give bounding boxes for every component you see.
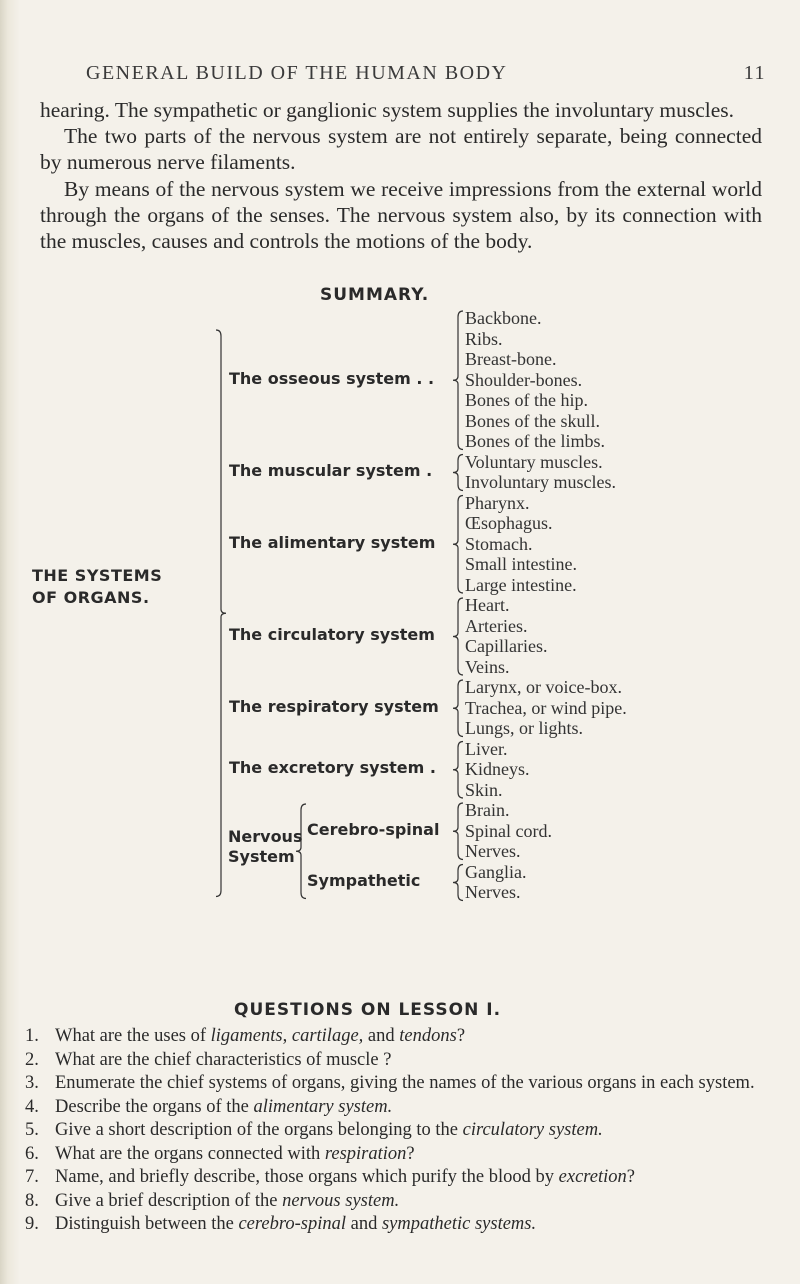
- system-label: The alimentary system: [229, 532, 436, 552]
- question-item: [25, 1190, 765, 1214]
- question-fragment: Describe the organs of the: [55, 1096, 254, 1117]
- nervous-system-label: System: [228, 847, 295, 867]
- question-item: [25, 1166, 765, 1190]
- bracket: [453, 803, 463, 860]
- question-fragment: Enumerate the chief systems of organs, giving the names of the various organs in each system.: [55, 1073, 755, 1093]
- question-emphasis: respiration: [324, 1143, 407, 1164]
- organ-item: Heart.: [465, 595, 510, 615]
- organ-item: Voluntary muscles.: [465, 451, 603, 472]
- question-item: [25, 1025, 765, 1049]
- bracket: [296, 804, 306, 899]
- question-item: [25, 1072, 765, 1096]
- question-number: 5.: [25, 1120, 39, 1140]
- question-text: [55, 1166, 765, 1190]
- organ-item: Veins.: [465, 656, 510, 677]
- systems-group-label-line: OF ORGANS.: [32, 588, 150, 607]
- organ-item: Bones of the hip.: [465, 390, 588, 410]
- question-number: 7.: [25, 1167, 39, 1187]
- organ-item: Bones of the skull.: [465, 410, 600, 431]
- subsystem-label: Sympathetic: [307, 871, 421, 890]
- question-fragment: Give a brief description of the: [55, 1190, 283, 1211]
- question-item: [25, 1213, 765, 1237]
- question-fragment: ?: [626, 1167, 636, 1187]
- question-text: [55, 1213, 765, 1237]
- question-number: 8.: [25, 1190, 39, 1211]
- question-number: 1.: [25, 1026, 39, 1046]
- question-emphasis: nervous system.: [282, 1190, 400, 1211]
- systems-group-label-line: THE SYSTEMS: [32, 566, 163, 585]
- question-emphasis: circulatory system.: [462, 1120, 603, 1140]
- organ-item: Breast-bone.: [465, 349, 557, 369]
- question-emphasis: cerebro-spinal: [238, 1214, 346, 1234]
- bracket: [453, 496, 463, 594]
- organ-item: Skin.: [465, 779, 503, 800]
- question-number: 9.: [25, 1214, 39, 1234]
- paragraph: The two parts of the nervous system are not entirely separate, being connected by numerous nerve filaments.: [40, 124, 762, 175]
- organ-item: Bones of the limbs.: [465, 431, 605, 451]
- bracket: [453, 742, 463, 799]
- question-item: [25, 1049, 765, 1073]
- question-item: [25, 1143, 765, 1167]
- questions-heading: QUESTIONS ON LESSON I.: [234, 1000, 502, 1020]
- organ-item: Nerves.: [465, 841, 521, 861]
- question-text: [55, 1119, 765, 1143]
- question-emphasis: ligaments: [210, 1026, 283, 1046]
- organ-item: Larynx, or voice-box.: [465, 677, 622, 697]
- organ-item: Arteries.: [465, 615, 528, 636]
- bracket: [216, 330, 226, 897]
- organ-item: Nerves.: [465, 882, 521, 902]
- organ-item: Involuntary muscles.: [465, 472, 616, 492]
- question-item: [25, 1119, 765, 1143]
- bracket: [453, 680, 463, 737]
- question-fragment: Distinguish between the: [55, 1214, 239, 1234]
- question-number: 3.: [25, 1073, 39, 1093]
- subsystem-label: Cerebro-spinal: [307, 819, 440, 839]
- organ-item: Pharynx.: [465, 492, 530, 513]
- system-label: The excretory system .: [229, 758, 436, 778]
- question-text: [55, 1072, 765, 1096]
- question-text: [55, 1143, 765, 1167]
- organ-item: Œsophagus.: [465, 513, 553, 533]
- question-number: 2.: [25, 1049, 39, 1070]
- question-text: [55, 1049, 765, 1073]
- organ-item: Small intestine.: [465, 554, 577, 574]
- summary-heading: SUMMARY.: [320, 285, 430, 305]
- question-text: [55, 1190, 765, 1214]
- question-fragment: Name, and briefly describe, those organs which purify the blood by: [55, 1167, 559, 1187]
- organ-item: Kidneys.: [465, 759, 530, 779]
- question-fragment: Give a short description of the organs belonging to the: [55, 1120, 463, 1140]
- question-fragment: What are the organs connected with: [55, 1143, 325, 1164]
- bracket: [453, 865, 463, 901]
- organ-item: Liver.: [465, 738, 508, 759]
- organ-item: Capillaries.: [465, 636, 548, 656]
- question-item: [25, 1096, 765, 1120]
- bracket: [453, 311, 463, 450]
- organ-item: Stomach.: [465, 533, 533, 554]
- organ-item: Large intestine.: [465, 574, 577, 595]
- question-emphasis: cartilage,: [291, 1026, 364, 1046]
- organ-item: Trachea, or wind pipe.: [465, 697, 627, 718]
- system-label: The muscular system .: [229, 461, 433, 480]
- system-label: The circulatory system: [229, 625, 435, 644]
- question-fragment: What are the chief characteristics of muscle ?: [55, 1049, 392, 1070]
- question-emphasis: tendons: [399, 1026, 457, 1046]
- question-fragment: and: [346, 1214, 382, 1234]
- question-fragment: What are the uses of: [55, 1026, 211, 1046]
- organ-item: Lungs, or lights.: [465, 718, 584, 738]
- organ-item: Ribs.: [465, 328, 503, 349]
- bracket: [453, 455, 463, 491]
- paragraph: By means of the nervous system we receive impressions from the external world through the organs of the senses. The nervous system also, by its connection with the muscles, causes and controls the motions of the body.: [40, 176, 762, 254]
- question-emphasis: alimentary system.: [253, 1096, 393, 1117]
- running-head-title: GENERAL BUILD OF THE HUMAN BODY: [86, 62, 508, 84]
- question-fragment: ?: [456, 1026, 466, 1046]
- question-text: [55, 1025, 765, 1049]
- question-number: 6.: [25, 1143, 39, 1164]
- question-text: [55, 1096, 765, 1120]
- organ-item: Ganglia.: [465, 861, 527, 882]
- question-fragment: and: [363, 1026, 400, 1046]
- bracket: [453, 598, 463, 675]
- organ-item: Brain.: [465, 800, 510, 820]
- page-number: 11: [743, 62, 766, 84]
- question-emphasis: sympathetic systems.: [381, 1214, 537, 1234]
- organ-item: Spinal cord.: [465, 820, 552, 841]
- question-number: 4.: [25, 1096, 39, 1117]
- nervous-system-label: Nervous: [228, 826, 303, 846]
- question-fragment: ,: [282, 1026, 292, 1046]
- paragraph: hearing. The sympathetic or ganglionic system supplies the involuntary muscles.: [40, 98, 735, 122]
- organ-item: Shoulder-bones.: [465, 369, 583, 390]
- system-label: The respiratory system: [229, 696, 439, 716]
- question-emphasis: excretion: [558, 1167, 627, 1187]
- question-fragment: ?: [406, 1143, 415, 1164]
- organ-item: Backbone.: [465, 308, 542, 328]
- questions-list: [25, 1025, 765, 1237]
- system-label: The osseous system . .: [229, 368, 435, 388]
